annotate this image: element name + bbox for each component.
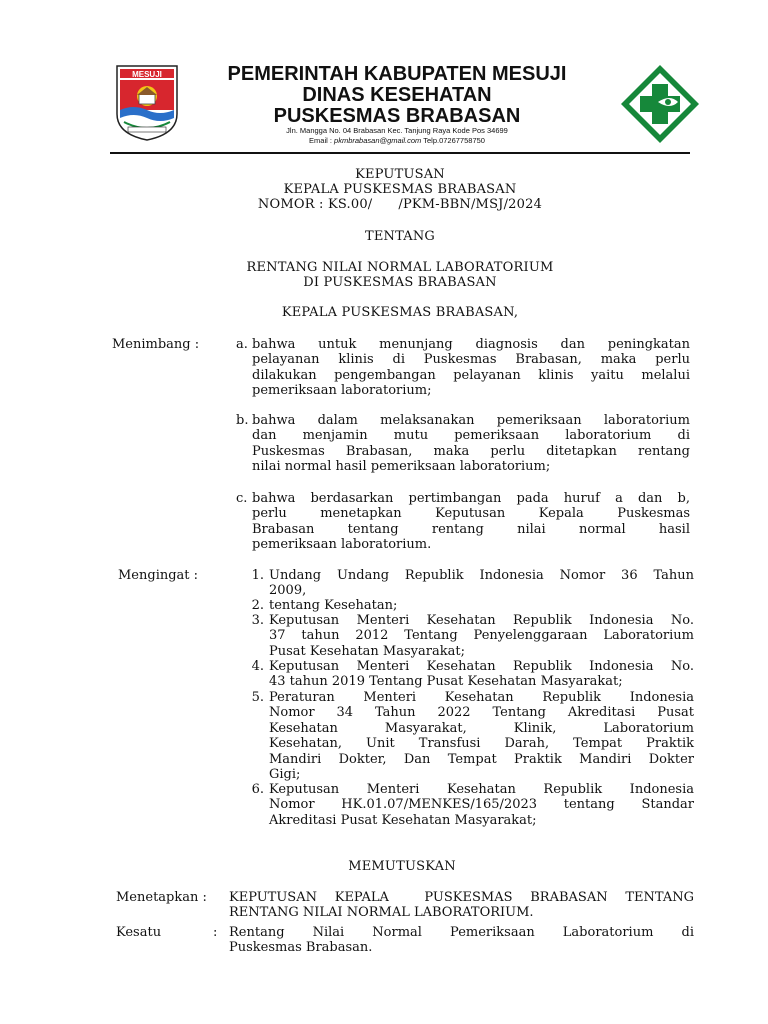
mengingat-label: Mengingat : [118, 568, 199, 583]
text-line: Nomor HK.01.07/MENKES/165/2023 tentang Standar [269, 797, 694, 813]
mengingat-1 [269, 568, 694, 599]
text-line: Mandiri Dokter, Dan Tempat Praktik Mandiri Dokter [269, 751, 694, 767]
text-line: Kesehatan, Unit Transfusi Darah, Tempat Praktik [269, 736, 694, 752]
text-line: bahwa dalam melaksanakan pemeriksaan laboratorium [252, 413, 690, 428]
mengingat-1-num: 1. [251, 568, 264, 583]
text-line: Puskesmas Brabasan. [229, 940, 373, 956]
kop-line-1: PEMERINTAH KABUPATEN MESUJI [227, 63, 567, 85]
text-line: perlu menetapkan Keputusan Kepala Puskesmas [252, 506, 690, 522]
memutuskan-heading: MEMUTUSKAN [348, 859, 456, 874]
text-line: Gigi; [269, 767, 301, 783]
text-line: Pusat Kesehatan Masyarakat; [269, 643, 465, 659]
mengingat-4 [269, 659, 694, 690]
menetapkan-text [229, 890, 694, 921]
text-line: pelayanan klinis di Puskesmas Brabasan, maka perlu [252, 352, 690, 368]
kop-address: Jln. Mangga No. 04 Brabasan Kec. Tanjung Raya Kode Pos 34699 [286, 126, 508, 135]
mengingat-4-num: 4. [251, 659, 264, 674]
text-line: Keputusan Menteri Kesehatan Republik Indonesia [269, 782, 694, 797]
mengingat-6 [269, 782, 694, 828]
text-line: Kesehatan Masyarakat, Klinik, Laboratorium [269, 720, 694, 736]
text-line: KEPUTUSAN KEPALA PUSKESMAS BRABASAN TENTANG [229, 890, 694, 905]
kesatu-colon: : [213, 925, 218, 940]
text-line: Keputusan Menteri Kesehatan Republik Indonesia No. [269, 613, 694, 628]
mengingat-3 [269, 613, 694, 659]
text-line: RENTANG NILAI NORMAL LABORATORIUM. [229, 905, 534, 921]
menimbang-c-letter: c. [236, 491, 248, 506]
kop-contact [182, 136, 612, 145]
menimbang-b [252, 413, 690, 475]
subject-line-1: RENTANG NILAI NORMAL LABORATORIUM [246, 260, 554, 275]
mengingat-6-num: 6. [251, 782, 264, 797]
text-line: pemeriksaan laboratorium; [252, 383, 432, 399]
phone-value: Telp.07267758750 [423, 136, 485, 145]
email-label: Email : [309, 136, 332, 145]
mengingat-2 [269, 598, 694, 613]
menimbang-a [252, 337, 690, 399]
text-line: Rentang Nilai Normal Pemeriksaan Laboratorium di [229, 925, 694, 940]
subject-line-2: DI PUSKESMAS BRABASAN [303, 275, 497, 290]
menimbang-c [252, 491, 690, 553]
doc-type: KEPUTUSAN [355, 167, 445, 182]
text-line: nilai normal hasil pemeriksaan laboratorium; [252, 459, 551, 475]
text-line: Akreditasi Pusat Kesehatan Masyarakat; [269, 812, 537, 828]
text-line: 43 tahun 2019 Tentang Pusat Kesehatan Masyarakat; [269, 674, 623, 690]
doc-number: NOMOR : KS.00/ /PKM-BBN/MSJ/2024 [257, 197, 543, 212]
text-line: tentang Kesehatan; [269, 598, 398, 613]
mesuji-logo-icon [114, 64, 180, 142]
text-line: Keputusan Menteri Kesehatan Republik Indonesia No. [269, 659, 694, 674]
doc-issuer: KEPALA PUSKESMAS BRABASAN [283, 182, 517, 197]
text-line: Brabasan tentang rentang nilai normal hasil [252, 521, 690, 537]
letterhead-divider [110, 152, 690, 154]
text-line: Undang Undang Republik Indonesia Nomor 36 Tahun [269, 568, 694, 583]
menimbang-label: Menimbang : [112, 337, 200, 352]
text-line: bahwa untuk menunjang diagnosis dan peningkatan [252, 337, 690, 352]
email-value: pkmbrabasan@gmail.com [334, 136, 422, 145]
text-line: Puskesmas Brabasan, maka perlu ditetapkan rentang [252, 443, 690, 459]
kop-line-2: DINAS KESEHATAN [302, 84, 492, 106]
mengingat-2-num: 2. [251, 598, 264, 613]
text-line: dilakukan pengembangan pelayanan klinis yaitu melalui [252, 367, 690, 383]
mengingat-5 [269, 690, 694, 782]
menetapkan-label: Menetapkan : [116, 890, 207, 905]
kesatu-text [229, 925, 694, 956]
text-line: 37 tahun 2012 Tentang Penyelenggaraan Laboratorium [269, 628, 694, 644]
text-line: bahwa berdasarkan pertimbangan pada huruf a dan b, [252, 491, 690, 506]
kop-line-3: PUSKESMAS BRABASAN [273, 105, 521, 127]
tentang-heading: TENTANG [364, 229, 436, 244]
mengingat-5-num: 5. [251, 690, 264, 705]
mengingat-3-num: 3. [251, 613, 264, 628]
text-line: 2009, [269, 583, 307, 599]
menimbang-a-letter: a. [236, 337, 248, 352]
kepala-heading: KEPALA PUSKESMAS BRABASAN, [281, 305, 519, 320]
kesatu-label: Kesatu [116, 925, 162, 940]
text-line: dan menjamin mutu pemeriksaan laboratorium di [252, 428, 690, 444]
text-line: Nomor 34 Tahun 2022 Tentang Akreditasi Pusat [269, 705, 694, 721]
text-line: Peraturan Menteri Kesehatan Republik Indonesia [269, 690, 694, 705]
text-line: pemeriksaan laboratorium. [252, 537, 432, 553]
puskesmas-logo-icon [618, 62, 702, 146]
logo-label: MESUJI [132, 70, 162, 79]
menimbang-b-letter: b. [236, 413, 249, 428]
